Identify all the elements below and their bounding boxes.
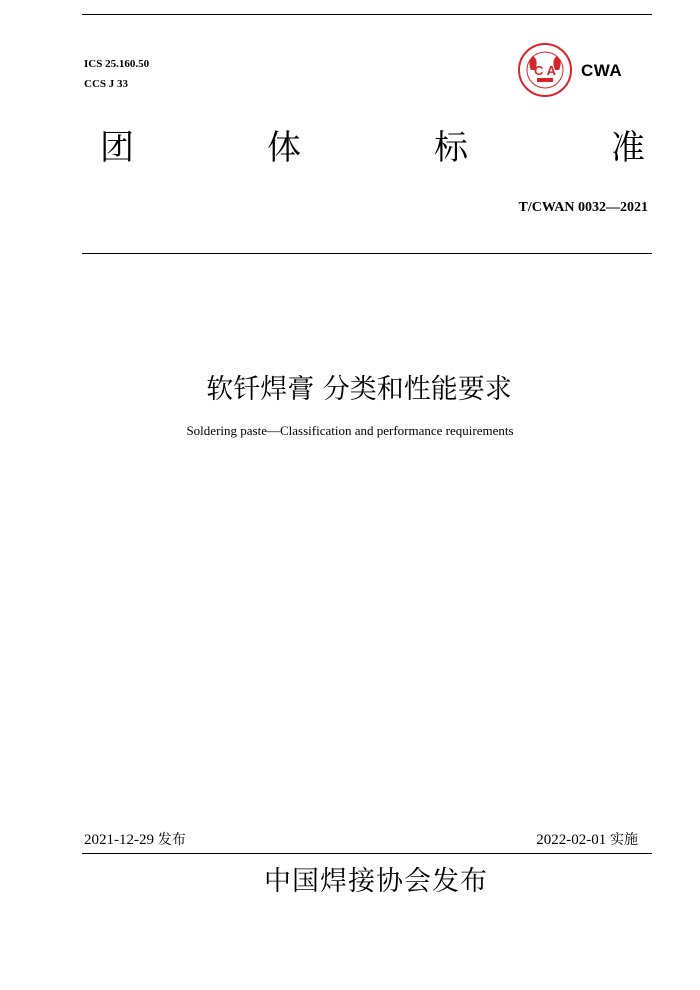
- classification-codes: [84, 54, 149, 94]
- publisher: 中国焊接协会发布: [264, 866, 488, 897]
- standard-number: T/CWAN 0032—2021: [518, 200, 648, 215]
- implement-date-label: 实施: [610, 832, 638, 848]
- standard-type-char: 标: [434, 128, 468, 168]
- standard-type-char: 团: [100, 128, 134, 168]
- top-rule: [82, 14, 652, 15]
- ics-code: ICS 25.160.50: [84, 58, 150, 70]
- standard-type-char: 体: [267, 128, 301, 168]
- standard-type-char: 准: [611, 128, 645, 168]
- publish-date: [84, 830, 186, 850]
- document-title-en: Soldering paste—Classification and performance requirements: [186, 423, 514, 438]
- cwa-logo: [517, 42, 627, 98]
- implement-date-value: 2022-02-01: [536, 832, 607, 848]
- cwa-emblem-icon: [517, 42, 577, 98]
- publish-date-value: 2021-12-29: [84, 832, 154, 848]
- svg-text:C A: C A: [534, 63, 556, 78]
- header-rule: [82, 253, 652, 254]
- logo-text: CWA: [581, 61, 623, 80]
- document-title-cn: 软钎焊膏 分类和性能要求: [206, 374, 512, 405]
- ccs-code: CCS J 33: [84, 78, 129, 90]
- footer-rule: [82, 853, 652, 854]
- implement-date: [536, 830, 638, 850]
- publish-date-label: 发布: [157, 832, 186, 848]
- standard-type-heading: [100, 126, 652, 172]
